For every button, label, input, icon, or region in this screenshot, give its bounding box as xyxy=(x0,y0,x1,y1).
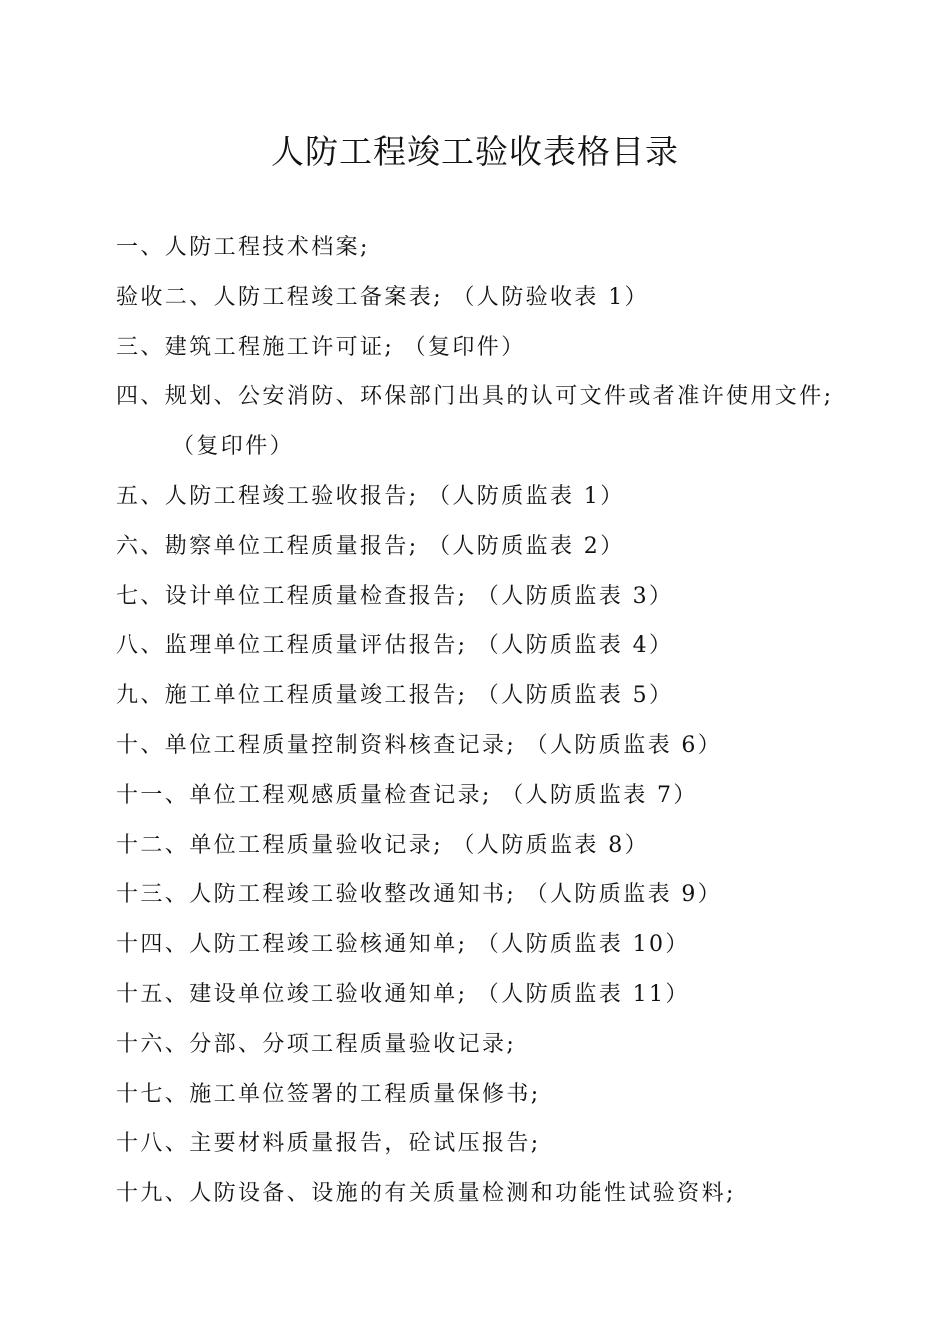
catalog-item-14: 十四、人防工程竣工验核通知单; （人防质监表 10） xyxy=(116,932,690,958)
catalog-item-7: 七、设计单位工程质量检查报告; （人防质监表 3） xyxy=(116,583,674,609)
catalog-item-2: 验收二、人防工程竣工备案表; （人防验收表 1） xyxy=(116,284,649,310)
catalog-item-4: 四、规划、公安消防、环保部门出具的认可文件或者准许使用文件; xyxy=(116,384,834,410)
catalog-item-6: 六、勘察单位工程质量报告; （人防质监表 2） xyxy=(116,533,625,559)
catalog-item-4-continuation: （复印件） xyxy=(172,434,295,460)
catalog-item-11: 十一、单位工程观感质量检查记录; （人防质监表 7） xyxy=(116,782,698,808)
catalog-list xyxy=(116,228,856,1224)
catalog-item-1: 一、人防工程技术档案; xyxy=(116,235,370,260)
catalog-item-16: 十六、分部、分项工程质量验收记录; xyxy=(116,1031,517,1057)
catalog-item-17: 十七、施工单位签署的工程质量保修书; xyxy=(116,1081,541,1107)
catalog-item-5: 五、人防工程竣工验收报告; （人防质监表 1） xyxy=(116,483,625,509)
catalog-item-15: 十五、建设单位竣工验收通知单; （人防质监表 11） xyxy=(116,981,690,1007)
catalog-item-8: 八、监理单位工程质量评估报告; （人防质监表 4） xyxy=(116,633,674,659)
catalog-item-18: 十八、主要材料质量报告，砼试压报告; xyxy=(116,1131,541,1157)
document-title: 人防工程竣工验收表格目录 xyxy=(271,132,679,171)
catalog-item-9: 九、施工单位工程质量竣工报告; （人防质监表 5） xyxy=(116,683,674,709)
catalog-item-10: 十、单位工程质量控制资料核查记录; （人防质监表 6） xyxy=(116,732,723,758)
catalog-item-13: 十三、人防工程竣工验收整改通知书; （人防质监表 9） xyxy=(116,882,723,908)
catalog-item-19: 十九、人防设备、设施的有关质量检测和功能性试验资料; xyxy=(116,1181,736,1207)
catalog-item-12: 十二、单位工程质量验收记录; （人防质监表 8） xyxy=(116,832,649,858)
catalog-item-3: 三、建筑工程施工许可证; （复印件） xyxy=(116,334,526,360)
